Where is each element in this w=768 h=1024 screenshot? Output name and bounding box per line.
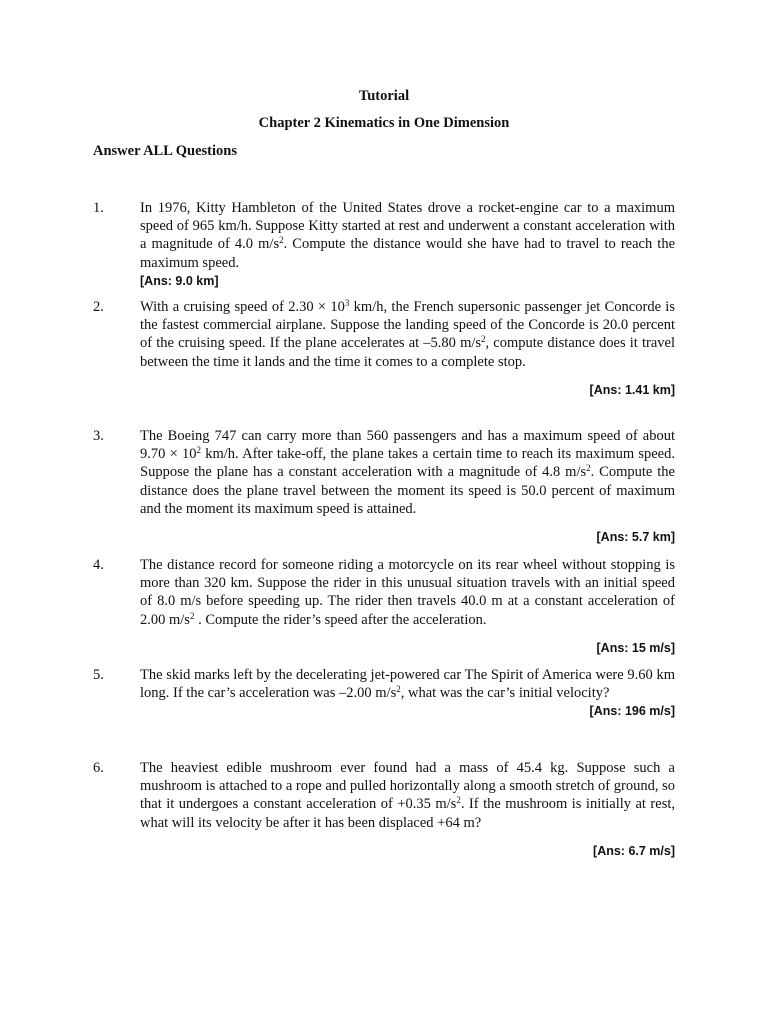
instruction-text: Answer ALL Questions bbox=[93, 143, 237, 159]
question-text-part: The distance record for someone riding a motorcycle on its rear wheel without stopping is more than 320 km. Suppose the rider in this unusual situation travels with an initial speed of 8.0 m/s before speeding up. The rider then travels 40.0 m at a constant acceleration of 2.00 m/s bbox=[140, 557, 675, 628]
question-text-part: km/h, the French supersonic passenger jet Concorde is the fastest commercial airplane. Suppose the landing speed of the Concorde is 20.0 percent of the cruising speed. If the plane accelerates at –5.80 m/s bbox=[140, 299, 675, 352]
question-text-part: . Compute the rider’s speed after the acceleration. bbox=[194, 611, 487, 628]
superscript: 2 bbox=[196, 445, 202, 456]
question-text-part: km/h. After take-off, the plane takes a certain time to reach its maximum speed. Suppose the plane has a constant acceleration with a magnitude of 4.8 m/s bbox=[140, 446, 675, 481]
question-5 bbox=[93, 666, 675, 721]
question-text-part: . Compute the distance does the plane travel between the moment its speed is 50.0 percent of maximum and the moment its maximum speed is attained. bbox=[140, 464, 675, 517]
question-text bbox=[140, 199, 675, 290]
question-text-part: The heaviest edible mushroom ever found had a mass of 45.4 kg. Suppose such a mushroom is attached to a rope and pulled horizontally along a smooth stretch of ground, so that it undergoes a constant acceleration of +0.35 m/s bbox=[140, 760, 675, 813]
question-text bbox=[140, 759, 675, 860]
question-number: 4. bbox=[93, 557, 104, 573]
superscript: 2 bbox=[279, 235, 284, 246]
question-text bbox=[140, 298, 675, 399]
question-number: 2. bbox=[93, 299, 104, 315]
chapter-title: Chapter 2 Kinematics in One Dimension bbox=[258, 115, 510, 131]
question-2 bbox=[93, 298, 675, 399]
answer-label: [Ans: 9.0 km] bbox=[140, 273, 219, 288]
answer-label: [Ans: 6.7 m/s] bbox=[593, 843, 675, 858]
answer-label: [Ans: 15 m/s] bbox=[596, 640, 675, 655]
question-6 bbox=[93, 759, 675, 860]
question-number: 1. bbox=[93, 200, 104, 216]
question-text-part: . If the mushroom is initially at rest, what will its velocity be after it has been displaced +64 m? bbox=[140, 796, 675, 831]
answer-label: [Ans: 1.41 km] bbox=[589, 382, 675, 397]
question-text-part: , compute distance does it travel between the time it lands and the time it comes to a complete stop. bbox=[140, 335, 675, 370]
question-1 bbox=[93, 199, 675, 290]
question-text bbox=[140, 427, 675, 546]
question-text bbox=[140, 556, 675, 657]
question-text-part: In 1976, Kitty Hambleton of the United States drove a rocket-engine car to a maximum speed of 965 km/h. Suppose Kitty started at rest and underwent a constant acceleration with a magnitude of 4.0 m/s bbox=[140, 200, 675, 253]
question-4 bbox=[93, 556, 675, 657]
question-number: 5. bbox=[93, 667, 104, 683]
superscript: 2 bbox=[189, 610, 195, 621]
answer-label: [Ans: 196 m/s] bbox=[589, 704, 675, 719]
question-text bbox=[140, 666, 675, 719]
superscript: 2 bbox=[586, 463, 591, 474]
question-number: 6. bbox=[93, 760, 104, 776]
question-text-part: With a cruising speed of 2.30 × 10 bbox=[140, 299, 345, 315]
superscript: 2 bbox=[456, 795, 461, 806]
question-text-part: The skid marks left by the decelerating jet-powered car The Spirit of America were 9.60 km long. If the car’s acceleration was –2.00 m/s bbox=[140, 667, 675, 702]
question-number: 3. bbox=[93, 428, 104, 444]
question-text-part: , what was the car’s initial velocity? bbox=[400, 685, 610, 702]
answer-label: [Ans: 5.7 km] bbox=[596, 530, 675, 545]
superscript: 2 bbox=[396, 684, 401, 695]
document-title: Tutorial bbox=[358, 88, 410, 104]
superscript: 2 bbox=[481, 334, 486, 345]
question-3 bbox=[93, 427, 675, 546]
question-text-part: The Boeing 747 can carry more than 560 passengers and has a maximum speed of about 9.70 × 10 bbox=[140, 428, 675, 463]
superscript: 3 bbox=[344, 298, 350, 308]
question-text-part: . Compute the distance would she have had to travel to reach the maximum speed. bbox=[140, 236, 676, 271]
